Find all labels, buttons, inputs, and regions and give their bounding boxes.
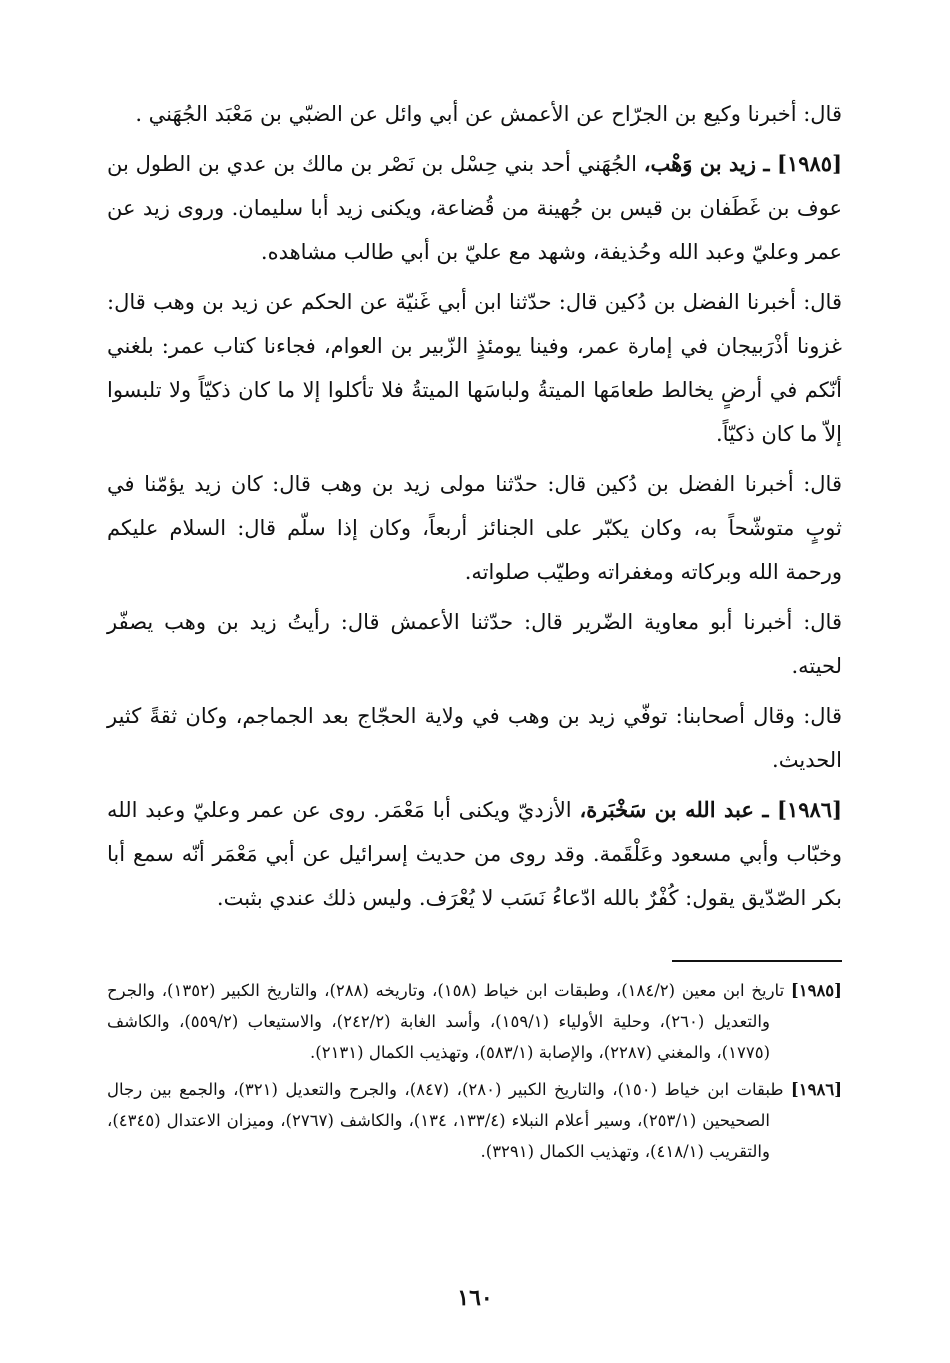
- paragraph-isnad-dabbi: قال: أخبرنا وكيع بن الجرّاح عن الأعمش عن أبي وائل عن الضبّي بن مَعْبَد الجُهَني .: [135, 102, 842, 126]
- main-text: [107, 92, 842, 926]
- paragraph-prayer-narration: قال: أخبرنا الفضل بن دُكين قال: حدّثنا مولى زيد بن وهب قال: كان زيد يؤمّنا في ثوبٍ متوشّحاً به، وكان يكبّر على الجنائز أربعاً، وكان إذا سلّم قال: السلام عليكم ورحمة الله وبركاته ومغفراته وطيّب صلواته.: [107, 472, 842, 584]
- paragraph-beard-narration: قال: أخبرنا أبو معاوية الضّرير قال: حدّثنا الأعمش قال: رأيتُ زيد بن وهب يصفّر لحيته.: [107, 610, 842, 678]
- page-number: ١٦٠: [457, 1285, 493, 1311]
- footnote-number: [١٩٨٦]: [790, 1080, 842, 1099]
- entry-text: الجُهَني أحد بني حِسْل بن نَصْر بن مالك بن عدي بن الطول بن عوف بن غَطَفان بن قيس بن جُهينة من قُضاعة، ويكنى زيد أبا سليمان. وروى زيد عن عمر وعليّ وعبد الله وحُذيفة، وشهد مع عليّ بن أبي طالب مشاهده.: [107, 152, 842, 264]
- footnote-text: تاريخ ابن معين (١٨٤/٢)، وطبقات ابن خياط (١٥٨)، وتاريخه (٢٨٨)، والتاريخ الكبير (١٣٥٢)، والجرح والتعديل (٢٦٠)، وحلية الأولياء (١٥٩/١)، وأسد الغابة (٢٤٢/٢)، والاستيعاب (٥٥٩/٢)، والكاشف (١٧٧٥)، والمغني (٢٢٨٧)، والإصابة (٥٨٣/١)، وتهذيب الكمال (٢١٣١).: [107, 981, 791, 1062]
- entry-heading: [١٩٨٦] ـ عبد الله بن سَخْبَرة،: [579, 797, 842, 822]
- footnote-1985: [107, 975, 842, 1068]
- footnote-text: طبقات ابن خياط (١٥٠)، والتاريخ الكبير (٢٨٠)، (٨٤٧)، والجرح والتعديل (٣٢١)، والجمع بين رجال الصحيحين (٢٥٣/١)، وسير أعلام النبلاء (١٣٣/٤، ١٣٤)، والكاشف (٢٧٦٧)، وميزان الاعتدال (٤٣٤٥)، والتقريب (٤١٨/١)، وتهذيب الكمال (٣٢٩١).: [107, 1080, 791, 1161]
- entry-text: الأزديّ ويكنى أبا مَعْمَر. روى عن عمر وعليّ وعبد الله وخبّاب وأبي مسعود وعَلْقَمة. وقد روى من حديث إسرائيل عن أبي مَعْمَر أنّه سمع أبا بكر الصّدّيق يقول: كُفْرٌ بالله ادّعاءُ نَسَب لا يُعْرَف. وليس ذلك عندي بثبت.: [107, 798, 842, 910]
- footnote-divider: [672, 960, 842, 962]
- entry-heading: [١٩٨٥] ـ زيد بن وَهْب،: [643, 151, 842, 176]
- footnote-1986: [107, 1074, 842, 1167]
- footnote-number: [١٩٨٥]: [790, 981, 842, 1000]
- paragraph-azerbaijan-narration: قال: أخبرنا الفضل بن دُكين قال: حدّثنا ابن أبي غَنيّة عن الحكم عن زيد بن وهب قال: غزونا أذْرَبيجان في إمارة عمر، وفينا يومئذٍ الزّبير بن العوام، فجاءنا كتاب عمر: بلغني أنّكم في أرضٍ يخالط طعامَها الميتةُ ولباسَها الميتةُ فلا تأكلوا إلا ما كان ذكيّاً ولا تلبسوا إلاّ ما كان ذكيّاً.: [107, 290, 842, 446]
- footnotes: [107, 975, 842, 1173]
- entry-1985-zayd-ibn-wahb: [107, 142, 842, 274]
- entry-1986-abdullah-ibn-sakhbara: [107, 788, 842, 920]
- paragraph-death-narration: قال: وقال أصحابنا: توفّي زيد بن وهب في ولاية الحجّاج بعد الجماجم، وكان ثقةً كثير الحديث.: [107, 704, 842, 772]
